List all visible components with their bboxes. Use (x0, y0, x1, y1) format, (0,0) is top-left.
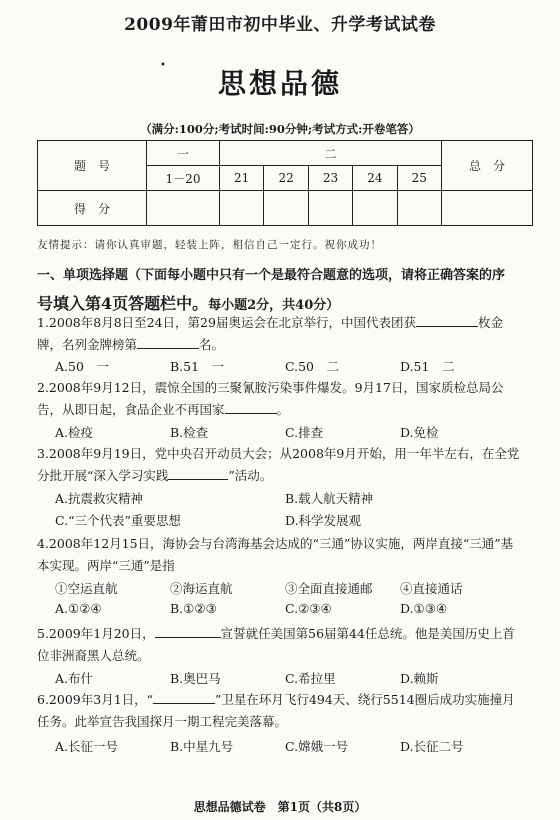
option-b[interactable]: B.检查 (170, 425, 209, 440)
item-2: ②海运直航 (170, 581, 233, 596)
col-24: 24 (353, 166, 397, 191)
item-4: ④直接通话 (400, 581, 463, 596)
exam-meta: （满分:100分;考试时间:90分钟;考试方式:开卷笔答） (140, 122, 420, 136)
option-c[interactable]: C.“三个代表”重要思想 (55, 513, 181, 528)
col-23: 23 (308, 166, 352, 191)
answer-blank[interactable] (416, 326, 478, 327)
option-b[interactable]: B.中星九号 (170, 739, 234, 754)
score-cell[interactable] (147, 191, 220, 226)
option-b[interactable]: B.①②③ (170, 601, 217, 616)
question-5: 5.2009年1月20日， 宣誓就任美国第56届第44任总统。他是美国历史上首 位非洲裔黑人总统。 (37, 626, 515, 663)
option-c[interactable]: C.②③④ (285, 601, 332, 616)
score-cell[interactable] (308, 191, 352, 226)
col-21: 21 (220, 166, 264, 191)
question-6-options (55, 737, 535, 757)
group-two-header: 二 (220, 141, 442, 166)
score-cell[interactable] (220, 191, 264, 226)
col-1-20: 1－20 (147, 166, 220, 191)
answer-blank[interactable] (225, 413, 277, 414)
option-c[interactable]: C.希拉里 (285, 671, 336, 686)
question-3-options-row-2 (55, 511, 535, 531)
friendly-tip: 友情提示：请你认真审题，轻装上阵，相信自己一定行。祝你成功！ (37, 239, 382, 251)
section-line-2b: 每小题2分，共40分） (208, 298, 340, 313)
option-d[interactable]: D.①③④ (400, 601, 448, 616)
option-a[interactable]: A.50 一 (55, 359, 109, 374)
question-3-options-row-1 (55, 489, 535, 509)
question-1-options (55, 357, 535, 377)
option-d[interactable]: D.赖斯 (400, 671, 439, 686)
question-4-items (55, 579, 535, 599)
section-line-1: 一、单项选择题（下面每小题中只有一个是最符合题意的选项，请将正确答案的序 (37, 268, 506, 283)
score-cell[interactable] (264, 191, 308, 226)
question-6: 6.2009年3月1日，“ ”卫星在环月飞行494天、绕行5514圈后成功实施撞月 任务。此举宣告我国探月一期工程完美落幕。 (37, 692, 515, 729)
option-b[interactable]: B.奥巴马 (170, 671, 221, 686)
score-cell[interactable] (353, 191, 397, 226)
option-a[interactable]: A.长征一号 (55, 739, 119, 754)
question-3: 3.2008年9月19日，党中央召开动员大会；从2008年9月开始，用一年半左右，在全党 分批开展“深入学习实践 ”活动。 (37, 446, 520, 483)
question-4-options (55, 601, 535, 621)
question-2-options (55, 423, 535, 443)
question-5-options (55, 669, 535, 689)
score-cell[interactable] (442, 191, 533, 226)
option-a[interactable]: A.抗震救灾精神 (55, 491, 144, 506)
answer-blank[interactable] (155, 637, 221, 638)
exam-title: 2009年莆田市初中毕业、升学考试试卷 (124, 15, 436, 35)
answer-blank[interactable] (153, 703, 215, 704)
item-3: ③全面直接通邮 (285, 581, 373, 596)
answer-blank[interactable] (168, 479, 228, 480)
item-1: ①空运直航 (55, 581, 118, 596)
option-d[interactable]: D.51 二 (400, 359, 455, 374)
option-c[interactable]: C.排查 (285, 425, 324, 440)
total-header: 总 分 (442, 141, 533, 191)
subject-title: 思想品德 (217, 67, 342, 100)
option-c[interactable]: C.50 二 (285, 359, 339, 374)
option-d[interactable]: D.科学发展观 (285, 513, 362, 528)
label-score: 得 分 (38, 191, 147, 226)
option-a[interactable]: A.布什 (55, 671, 94, 686)
answer-blank[interactable] (137, 348, 199, 349)
option-d[interactable]: D.免检 (400, 425, 439, 440)
ink-dot: • (160, 60, 166, 71)
question-1: 1.2008年8月8日至24日，第29届奥运会在北京举行，中国代表团获 枚金 牌，名列金牌榜第 名。 (37, 315, 503, 352)
option-d[interactable]: D.长征二号 (400, 739, 464, 754)
section-line-2a: 号填入第4页答题栏中。 (37, 294, 209, 313)
label-question-number: 题 号 (38, 141, 147, 191)
option-a[interactable]: A.检疫 (55, 425, 94, 440)
option-b[interactable]: B.51 一 (170, 359, 225, 374)
score-cell[interactable] (397, 191, 441, 226)
score-table (37, 140, 533, 226)
col-25: 25 (397, 166, 441, 191)
page-footer: 思想品德试卷 第1页（共8页） (193, 800, 367, 814)
option-a[interactable]: A.①②④ (55, 601, 102, 616)
option-c[interactable]: C.嫦娥一号 (285, 739, 349, 754)
option-b[interactable]: B.载人航天精神 (285, 491, 374, 506)
question-2: 2.2008年9月12日，震惊全国的三聚氰胺污染事件爆发。9月17日，国家质检总局公 告，从即日起，食品企业不再国家 。 (37, 380, 504, 417)
group-one-header: 一 (147, 141, 220, 166)
question-4: 4.2008年12月15日，海协会与台湾海基会达成的“三通”协议实施，两岸直接“三通”基 本实现。两岸“三通”是指 (37, 536, 514, 573)
col-22: 22 (264, 166, 308, 191)
